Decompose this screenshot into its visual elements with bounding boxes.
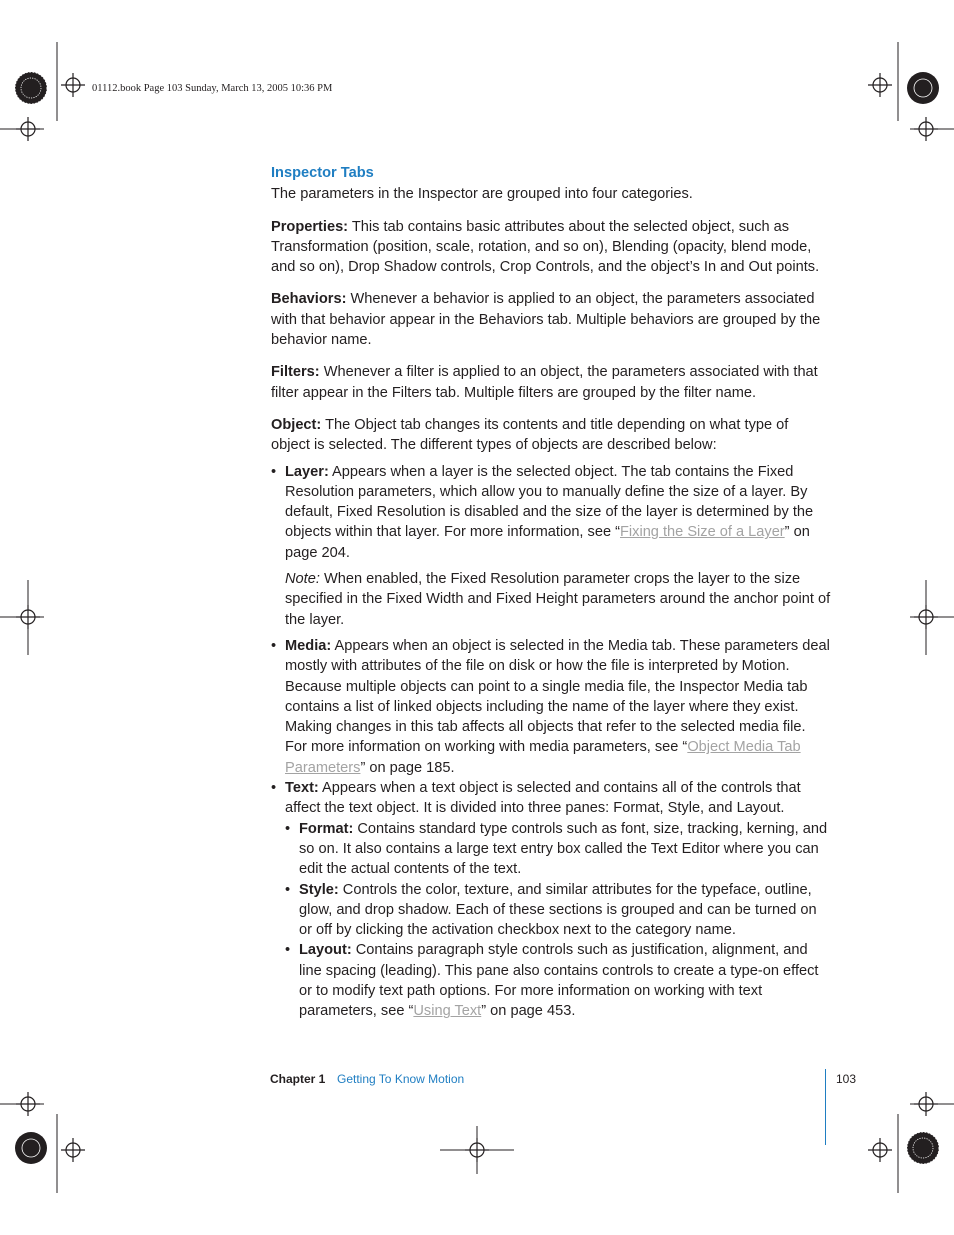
list-item-layer [271,462,831,630]
list-item-layout [285,940,831,1021]
footer-chapter-label: Chapter 1 [270,1072,326,1086]
media-text: Appears when an object is selected in the Media tab. These parameters deal mostly with attributes of the file on disk or how the file is interpreted by Motion. Because multiple objects can point to a single media file, the Inspector Media tab contains a list of linked objects including the name of the layer where they exist. Making changes in this tab affects all objects that refer to the selected media file. For more information on working with media parameters, see “ [285,637,830,756]
media-label: Media: [285,637,332,654]
fixing-size-link[interactable]: Fixing the Size of a Layer [620,524,785,541]
layout-label: Layout: [299,942,352,959]
object-media-tab-link[interactable]: Object Media Tab Parameters [285,739,801,776]
layout-after: ” on page 453. [481,1003,576,1020]
properties-text: This tab contains basic attributes about the selected object, such as Transformation (position, scale, rotation, and so on), Blending (opacity, blend mode, and so on), Drop Shadow controls, Crop Controls, and the object’s In and Out points. [271,218,820,276]
page-number: 103 [836,1072,857,1086]
page-body [271,163,831,1022]
properties-label: Properties: [271,218,349,235]
style-label: Style: [299,881,339,898]
layer-after: ” on page 204. [285,524,810,561]
filters-text: Whenever a filter is applied to an object, the parameters associated with that filter appear in the Filters tab. Multiple filters are grouped by the filter name. [271,364,818,401]
behaviors-label: Behaviors: [271,291,347,308]
layer-label: Layer: [285,463,329,480]
format-text: Contains standard type controls such as font, size, tracking, kerning, and so on. It also contains a large text entry box called the Text Editor where you can edit the actual contents of the text. [299,820,828,878]
object-text: The Object tab changes its contents and title depending on what type of object is selected. The different types of objects are described below: [271,416,789,454]
intro-paragraph: The parameters in the Inspector are grouped into four categories. [271,186,693,203]
list-item-format [285,819,831,880]
note-label: Note: [285,571,320,588]
text-label: Text: [285,780,319,797]
list-item-style [285,880,831,941]
section-title: Inspector Tabs [271,165,374,181]
object-paragraph [271,415,831,456]
text-text: Appears when a text object is selected and contains all of the controls that affect the text object. It is divided into three panes: Format, Style, and Layout. [285,780,801,817]
layer-text: Appears when a layer is the selected object. The tab contains the Fixed Resolution parameters, which allow you to manually define the size of a layer. By default, Fixed Resolution is disabled and the size of the layer is determined by the objects within that layer. For more information, see “ [285,463,814,541]
footer-divider [825,1069,826,1145]
filters-paragraph [271,362,831,403]
properties-paragraph [271,217,831,278]
behaviors-paragraph [271,289,831,350]
print-slug: 01112.book Page 103 Sunday, March 13, 2005 10:36 PM [92,83,333,94]
filters-label: Filters: [271,364,320,381]
text-panes-list [285,819,831,1022]
note-text: When enabled, the Fixed Resolution parameter crops the layer to the size specified in the Fixed Width and Fixed Height parameters around the anchor point of the layer. [285,571,831,628]
list-item-media [271,636,831,778]
layer-note [285,569,831,630]
format-label: Format: [299,820,354,837]
behaviors-text: Whenever a behavior is applied to an object, the parameters associated with that behavior appear in the Behaviors tab. Multiple behaviors are grouped by the behavior name. [271,291,821,349]
list-item-text [271,778,831,1022]
layout-text: Contains paragraph style controls such as justification, alignment, and line spacing (leading). This pane also contains controls to create a type-on effect or to modify text path options. For more information on working with text parameters, see “ [299,942,819,1020]
object-label: Object: [271,416,322,433]
footer-chapter-title[interactable]: Getting To Know Motion [337,1072,465,1086]
media-after: ” on page 185. [360,759,455,776]
using-text-link[interactable]: Using Text [413,1003,482,1020]
object-types-list [271,462,831,1022]
style-text: Controls the color, texture, and similar attributes for the typeface, outline, glow, and drop shadow. Each of these sections is grouped and can be turned on or off by clicking the activation checkbox next to the category name. [299,881,817,939]
